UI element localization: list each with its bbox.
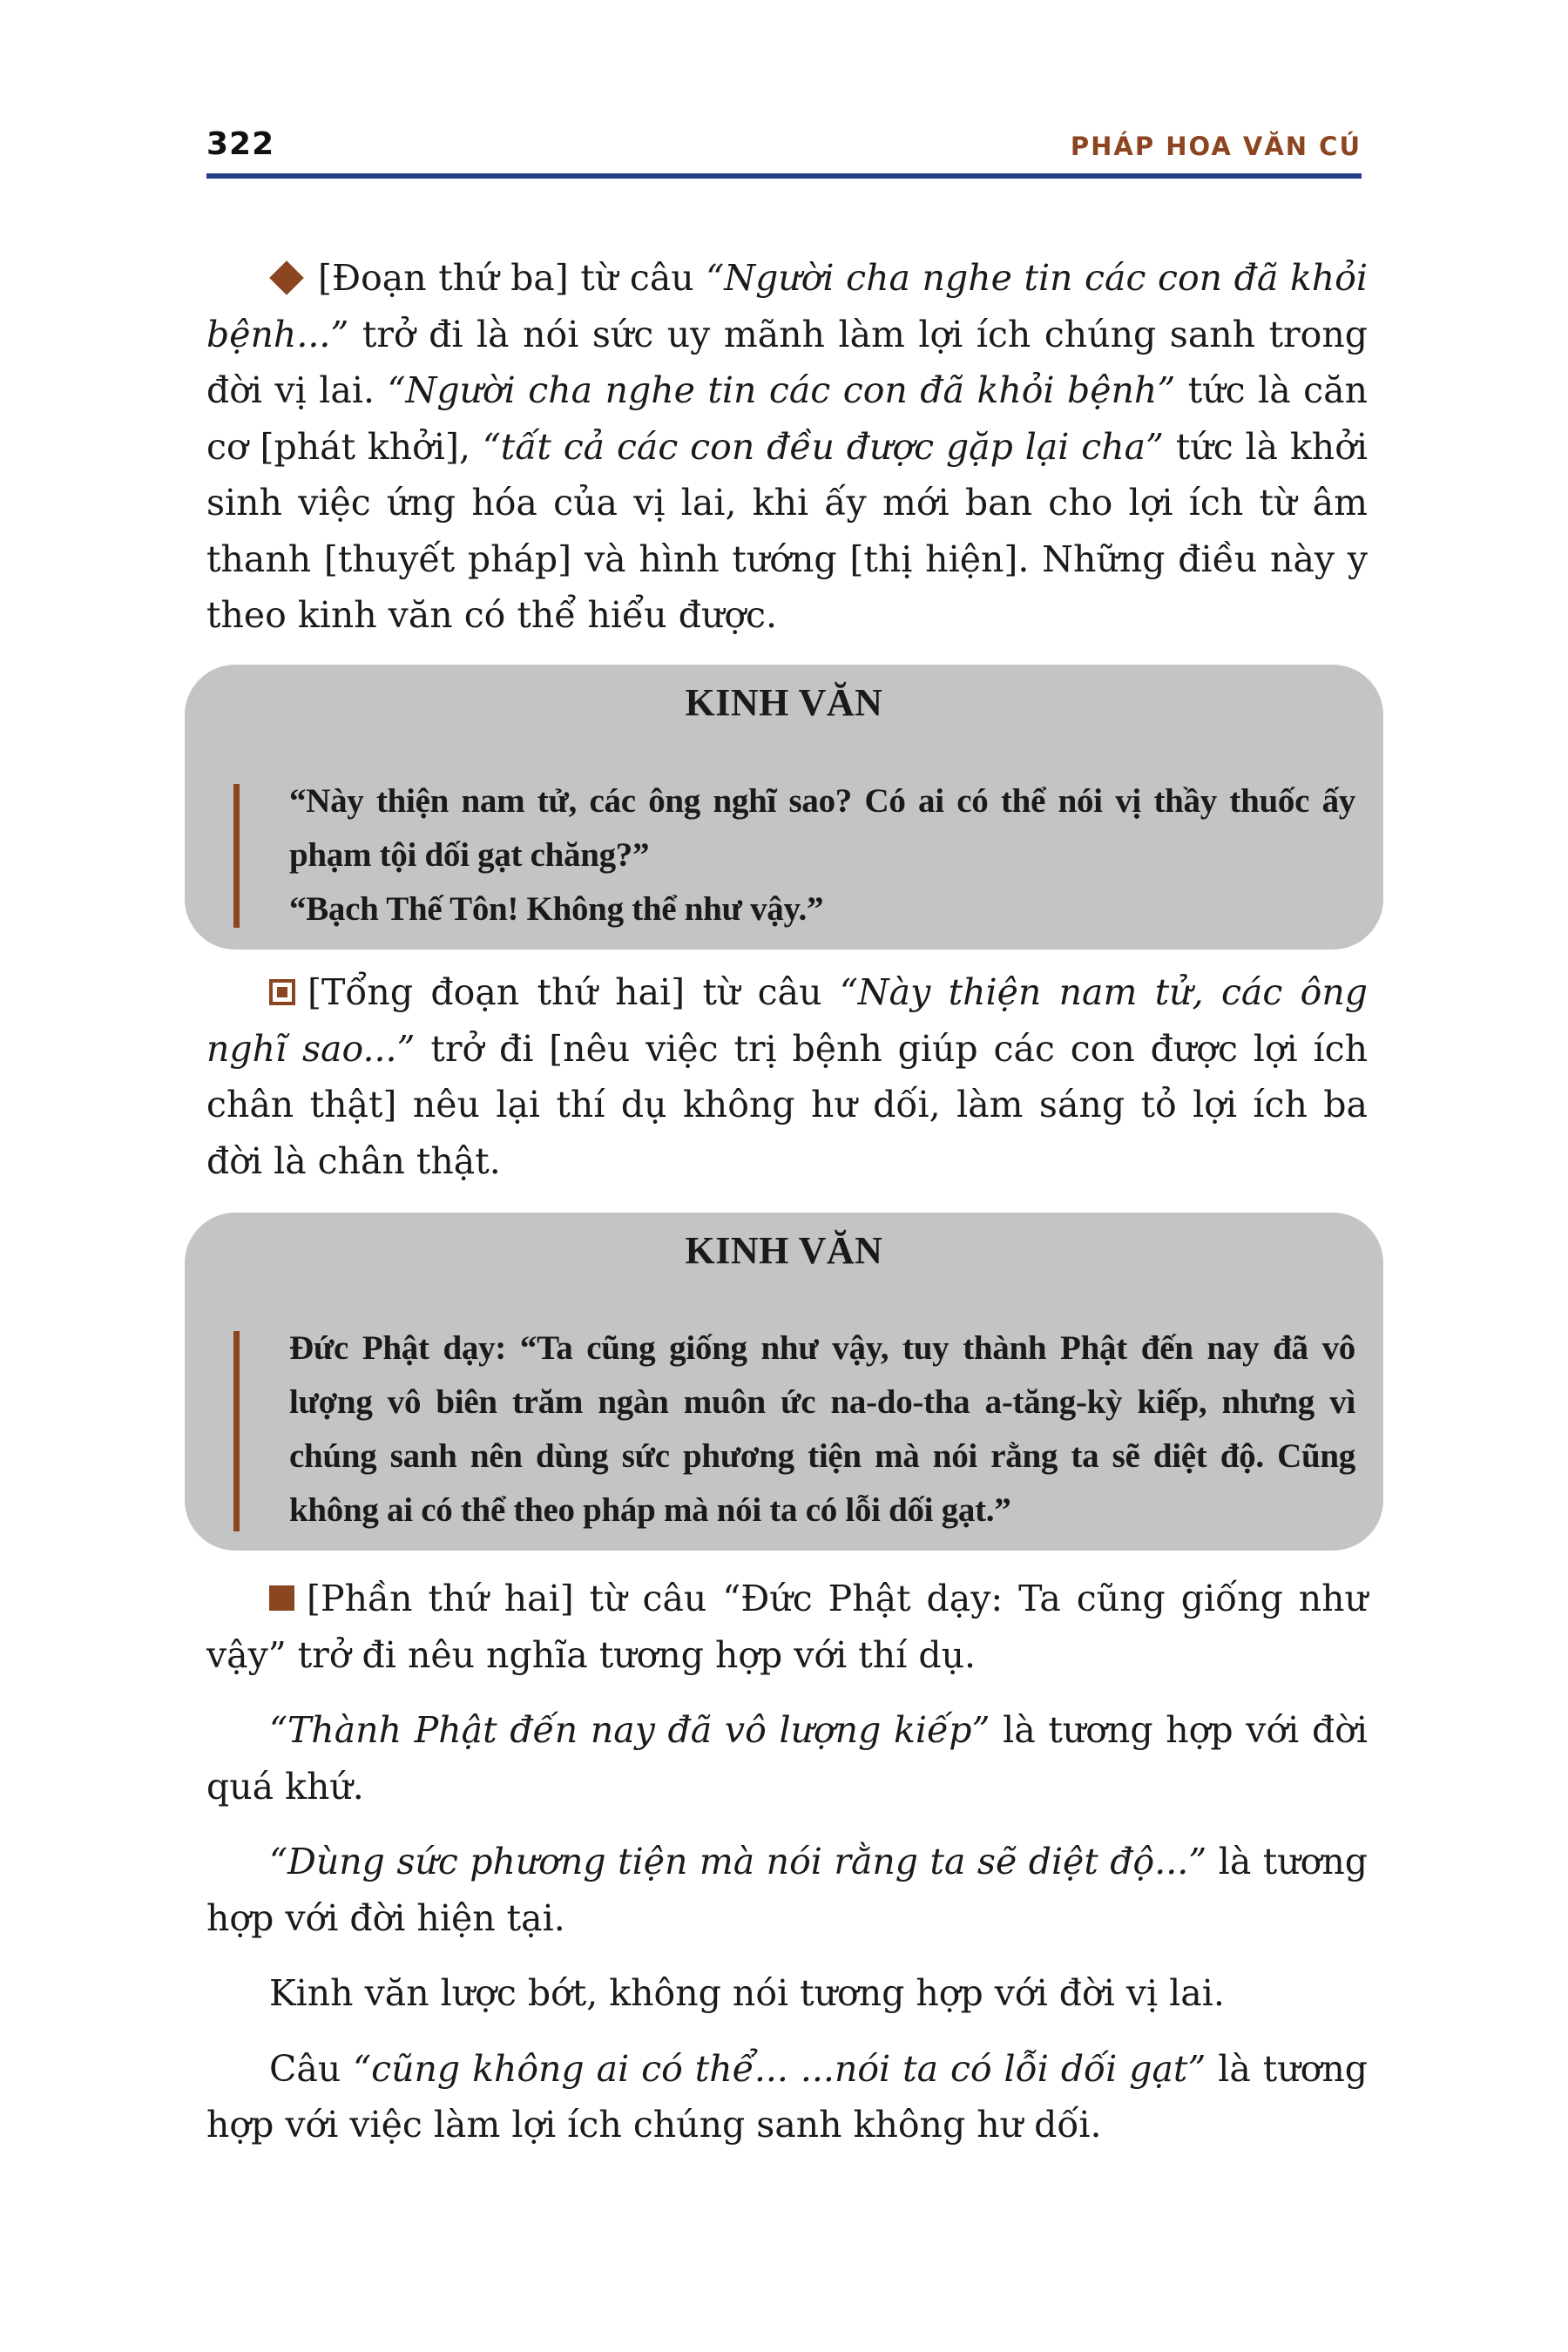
sutra-box — [185, 665, 1383, 950]
text-run: [Tổng đoạn thứ hai] từ câu — [308, 971, 840, 1013]
framed-square-icon — [269, 979, 295, 1005]
paragraph — [206, 1702, 1368, 1815]
paragraph — [206, 1571, 1368, 1683]
running-header — [206, 127, 1362, 162]
commentary-section-2 — [206, 964, 1368, 1189]
paragraph — [206, 250, 1368, 644]
paragraph — [206, 2041, 1368, 2153]
page-number: 322 — [206, 126, 275, 162]
header-rule — [206, 173, 1362, 179]
sutra-heading: KINH VĂN — [685, 681, 883, 724]
text-run: Câu — [269, 2047, 354, 2090]
text-run: tức là khởi sinh việc ứng hóa của vị lai, khi ấy mới ban cho lợi ích từ âm thanh [thuyết pháp] và hình tướng [thị hiện]. Những điều này y theo kinh văn có thể hiểu được. — [206, 425, 1368, 636]
filled-square-icon — [269, 1585, 294, 1611]
quoted-sutra-text: “cũng không ai có thể... ...nói ta có lỗi dối gạt” — [353, 2047, 1206, 2090]
quote-bar — [233, 1331, 240, 1531]
book-title: PHÁP HOA VĂN CÚ — [1070, 132, 1362, 161]
text-run: [Đoạn thứ ba] từ câu — [318, 257, 706, 299]
text-run: là tương hợp với đời hiện tại. — [206, 1841, 1368, 1939]
paragraph-text — [206, 971, 1368, 1182]
sutra-line: “Này thiện nam tử, các ông nghĩ sao? Có ai có thể nói vị thầy thuốc ấy phạm tội dối gạt chăng?” — [289, 782, 1355, 874]
paragraph — [206, 964, 1368, 1189]
text-run: là tương hợp với việc làm lợi ích chúng sanh không hư dối. — [206, 2047, 1369, 2146]
paragraph-text — [206, 1841, 1368, 1939]
text-run: trở đi [nêu việc trị bệnh giúp các con được lợi ích chân thật] nêu lại thí dụ không hư dối, làm sáng tỏ lợi ích ba đời là chân thật. — [206, 1027, 1368, 1182]
sutra-quote — [289, 774, 1355, 936]
text-run: [Phần thứ hai] từ câu “Đức Phật dạy: Ta cũng giống như vậy” trở đi nêu nghĩa tương hợp với thí dụ. — [206, 1578, 1368, 1676]
quoted-sutra-text: “Thành Phật đến nay đã vô lượng kiếp” — [269, 1709, 990, 1751]
paragraph-text — [206, 257, 1368, 636]
paragraph-text — [206, 1709, 1368, 1808]
quote-bar — [233, 784, 240, 928]
paragraph — [206, 1965, 1368, 2022]
text-run: là tương hợp với đời quá khứ. — [206, 1709, 1368, 1808]
paragraph-text — [269, 1972, 1225, 2014]
quoted-sutra-text: “Người cha nghe tin các con đã khỏi bệnh...” — [206, 257, 1368, 355]
paragraph-text — [206, 2048, 1368, 2146]
text-run: tức là căn cơ [phát khởi], — [206, 369, 1368, 468]
paragraph — [206, 1834, 1368, 1946]
quoted-sutra-text: “Người cha nghe tin các con đã khỏi bệnh” — [387, 369, 1176, 411]
paragraph-text — [206, 1578, 1368, 1676]
sutra-box — [185, 1213, 1383, 1551]
sutra-heading: KINH VĂN — [685, 1229, 883, 1272]
sutra-quote — [289, 1321, 1355, 1538]
commentary-section-1 — [206, 250, 1368, 644]
diamond-icon — [269, 260, 304, 295]
quoted-sutra-text: “Dùng sức phương tiện mà nói rằng ta sẽ diệt độ...” — [269, 1841, 1207, 1882]
quoted-sutra-text: “Này thiện nam tử, các ông nghĩ sao...” — [206, 971, 1368, 1070]
text-run: Kinh văn lược bớt, không nói tương hợp với đời vị lai. — [269, 1972, 1225, 2014]
sutra-line: Đức Phật dạy: “Ta cũng giống như vậy, tuy thành Phật đến nay đã vô lượng vô biên trăm ngàn muôn ức na-do-tha a-tăng-kỳ kiếp, nhưng vì chúng sanh nên dùng sức phương tiện mà nói rằng ta sẽ diệt độ. Cũng không ai có thể theo pháp mà nói ta có lỗi dối gạt.” — [289, 1329, 1355, 1529]
sutra-line: “Bạch Thế Tôn! Không thể như vậy.” — [289, 890, 824, 928]
commentary-section-3 — [206, 1571, 1368, 2153]
quoted-sutra-text: “tất cả các con đều được gặp lại cha” — [482, 425, 1165, 468]
text-run: trở đi là nói sức uy mãnh làm lợi ích chúng sanh trong đời vị lai. — [206, 313, 1368, 411]
